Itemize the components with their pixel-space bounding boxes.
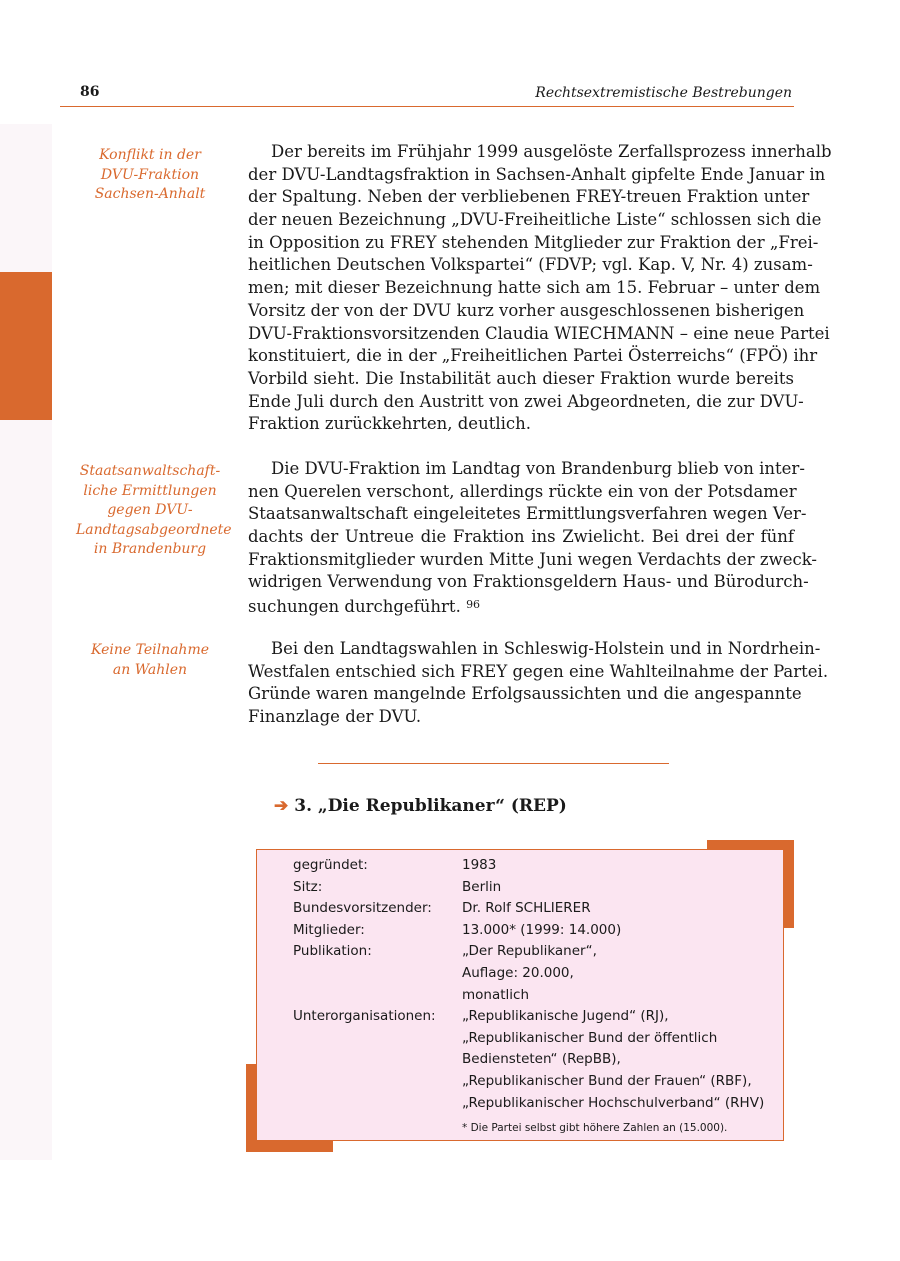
paragraph-wahlen: Bei den Landtagswahlen in Schleswig-Holstein und in Nordrhein- Westfalen entschied sich FREY gegen eine Wahlteilnahme der Partei. Gründe waren mangelnde Erfolgsaussichten und die angespannte Finanzlage der DVU. xyxy=(248,639,829,727)
section-heading xyxy=(274,796,567,816)
page-number: 86 xyxy=(80,84,100,100)
chapter-tab-marker xyxy=(0,272,52,420)
section-heading-text: 3. „Die Republikaner“ (REP) xyxy=(294,796,567,816)
running-title: Rechtsextremistische Bestrebungen xyxy=(535,85,792,101)
margin-note-wahlen: Keine Teilnahme an Wahlen xyxy=(90,642,210,678)
arrow-right-icon: ➔ xyxy=(274,796,289,816)
party-fact-box: gegründet: 1983 Sitz: Berlin Bundesvorsitzender: Dr. Rolf SCHLIERER Mitglieder: 13.000* (1999: 14.000) Publikation: „Der Republikaner“, Auflage: 20.000, monatlich Unterorganisationen: „Republikanische Jugend“ (RJ), „Republikanischer Bund der öffentlich Bediensteten“ (RepBB), „Republikanischer Bund der Frauen“ (RBF), „Republikanischer Hochschulverband“ (RHV) * Die Partei selbst gibt höhere Zahlen an (15.000). xyxy=(256,849,784,1141)
section-divider xyxy=(318,763,669,764)
margin-note-brandenburg: Staatsanwaltschaft- liche Ermittlungen gegen DVU- Landtagsabgeordnete in Brandenburg xyxy=(76,463,232,557)
paragraph-sachsen-anhalt: Der bereits im Frühjahr 1999 ausgelöste Zerfallsprozess innerhalb der DVU-Landtagsfraktion in Sachsen-Anhalt gipfelte Ende Januar in der Spaltung. Neben der verbliebenen FREY-treuen Fraktion unter der neuen Bezeichnung „DVU-Freiheitliche Liste“ schlossen sich die in Opposition zu FREY stehenden Mitglieder zur Fraktion der „Frei- heitlichen Deutschen Volkspartei“ (FDVP; vgl. Kap. V, Nr. 4) zusam- men; mit dieser Bezeichnung hatte sich am 15. Februar – unter dem Vorsitz der von der DVU kurz vorher ausgeschlossenen bisherigen DVU-Fraktionsvorsitzenden Claudia WIECHMANN – eine neue Partei konstituiert, die in der „Freiheitlichen Partei Österreichs“ (FPÖ) ihr Vorbild sieht. Die Instabilität auch dieser Fraktion wurde bereits Ende Juli durch den Austritt von zwei Abgeordneten, die zur DVU- Fraktion zurückkehrten, deutlich. xyxy=(248,142,832,434)
paragraph-brandenburg: Die DVU-Fraktion im Landtag von Brandenburg blieb von inter- nen Querelen verschont, allerdings rückte ein von der Potsdamer Staatsanwaltschaft eingeleitetes Ermittlungsverfahren wegen Ver- dachts der Untreue die Fraktion ins Zwielicht. Bei drei der fünf Fraktionsmitglieder wurden Mitte Juni wegen Verdachts der zweck- widrigen Verwendung von Fraktionsgeldern Haus- und Bürodurch- suchungen durchgeführt. $^{96}$ xyxy=(248,459,817,617)
footnote-reference: 96 xyxy=(466,598,481,612)
margin-note-sachsen-anhalt: Konflikt in der DVU-Fraktion Sachsen-Anhalt xyxy=(94,147,206,202)
fact-box-footnote: * Die Partei selbst gibt höhere Zahlen an (15.000). xyxy=(462,1122,728,1134)
page-header xyxy=(60,84,794,107)
